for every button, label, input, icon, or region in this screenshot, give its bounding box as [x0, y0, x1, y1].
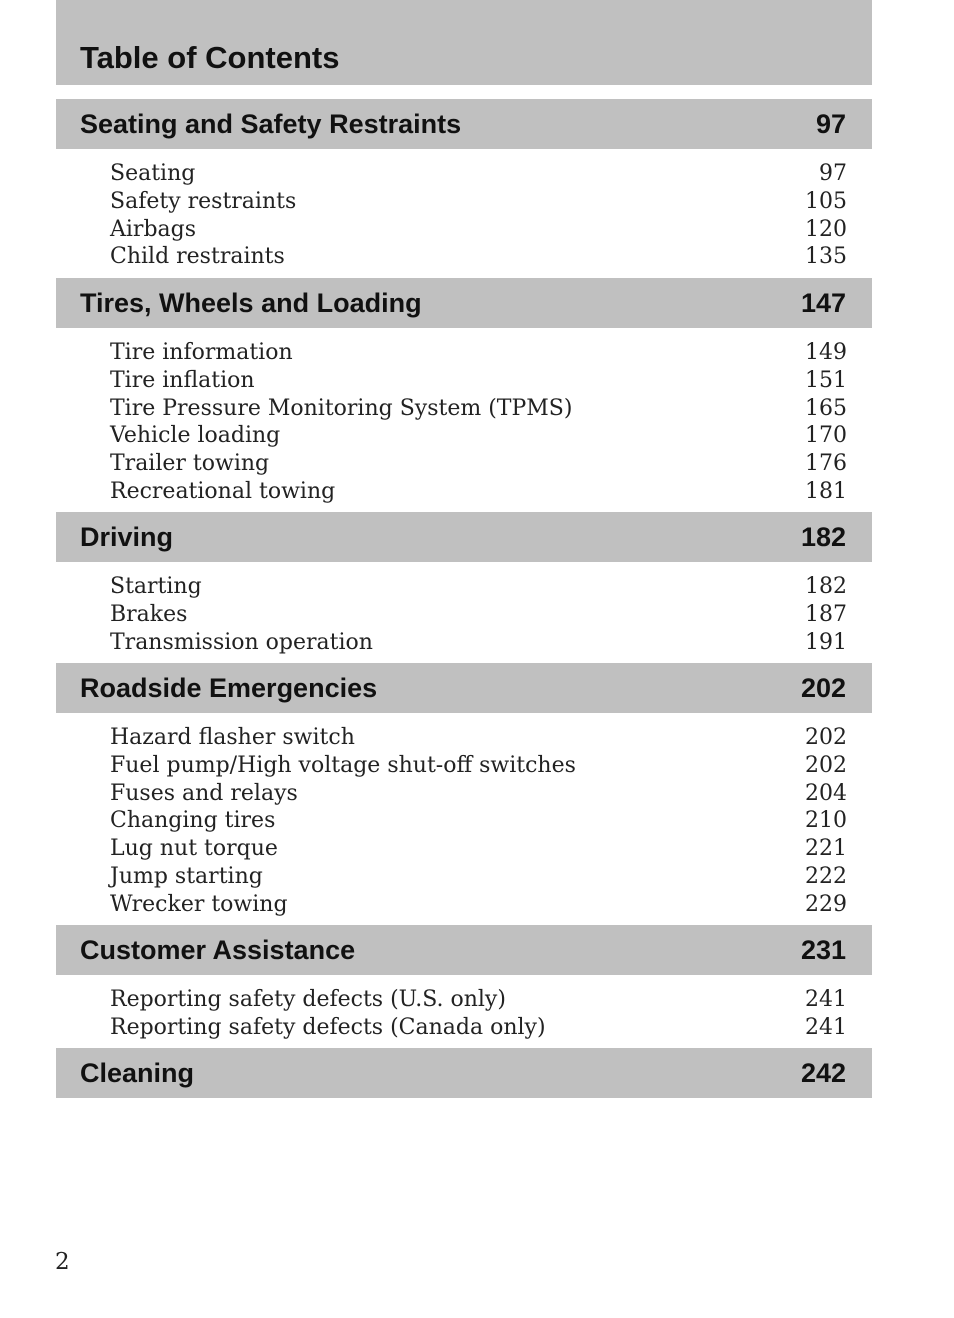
- section-title[interactable]: Tires, Wheels and Loading: [80, 288, 422, 318]
- entry-label[interactable]: Airbags: [110, 216, 197, 242]
- entry-page: 221: [805, 836, 847, 862]
- toc-entry[interactable]: [110, 160, 847, 188]
- entry-page: 135: [805, 244, 847, 270]
- entry-label[interactable]: Child restraints: [110, 244, 285, 270]
- toc-entry[interactable]: [110, 422, 847, 450]
- toc-entry[interactable]: [110, 450, 847, 478]
- page-number: 2: [55, 1249, 70, 1275]
- entry-page: 187: [805, 601, 847, 627]
- entry-label[interactable]: Starting: [110, 574, 202, 599]
- section-header-tires[interactable]: [56, 278, 872, 328]
- entry-page: 105: [805, 188, 847, 214]
- section-page: 202: [800, 673, 846, 703]
- section-page: 231: [800, 935, 846, 965]
- entry-label[interactable]: Jump starting: [110, 863, 263, 889]
- entry-page: 97: [819, 161, 847, 186]
- entry-label[interactable]: Transmission operation: [110, 629, 373, 655]
- toc-entry[interactable]: [110, 573, 847, 601]
- entry-page: 191: [805, 629, 847, 655]
- toc-entry[interactable]: [110, 780, 847, 808]
- section-title[interactable]: Cleaning: [80, 1058, 195, 1088]
- entry-page: 170: [805, 423, 847, 449]
- entry-page: 210: [805, 808, 847, 834]
- entry-label[interactable]: Fuel pump/High voltage shut-off switches: [110, 752, 576, 778]
- entry-label[interactable]: Wrecker towing: [110, 891, 288, 917]
- entry-page: 229: [805, 891, 847, 917]
- entry-page: 176: [805, 451, 847, 477]
- entry-label[interactable]: Fuses and relays: [110, 780, 298, 806]
- toc-entry[interactable]: [110, 243, 847, 271]
- entry-page: 165: [805, 395, 847, 421]
- section-page: 242: [800, 1058, 846, 1088]
- entry-page: 181: [805, 478, 847, 504]
- toc-entry[interactable]: [110, 752, 847, 780]
- toc-entry[interactable]: [110, 1014, 847, 1042]
- section-header-cleaning[interactable]: [56, 1048, 872, 1098]
- entry-page: 202: [805, 725, 847, 750]
- entry-page: 182: [805, 574, 847, 599]
- entry-label[interactable]: Trailer towing: [110, 451, 270, 477]
- entry-label[interactable]: Reporting safety defects (Canada only): [110, 1014, 546, 1040]
- toc-entry[interactable]: [110, 724, 847, 752]
- section-title[interactable]: Driving: [80, 522, 174, 552]
- toc-entry[interactable]: [110, 891, 847, 919]
- entry-list-tires: [110, 339, 847, 506]
- section-header-seating[interactable]: [56, 99, 872, 149]
- entry-label[interactable]: Recreational towing: [110, 478, 336, 504]
- entry-list-seating: [110, 160, 847, 271]
- entry-label[interactable]: Reporting safety defects (U.S. only): [110, 987, 506, 1012]
- entry-page: 149: [805, 340, 847, 365]
- entry-label[interactable]: Changing tires: [110, 808, 276, 834]
- entry-page: 202: [805, 752, 847, 778]
- toc-entry[interactable]: [110, 367, 847, 395]
- toc-entry[interactable]: [110, 478, 847, 506]
- entry-list-roadside: [110, 724, 847, 919]
- entry-page: 204: [805, 780, 847, 806]
- toc-entry[interactable]: [110, 601, 847, 629]
- entry-list-customer-assistance: [110, 986, 847, 1042]
- section-page: 147: [800, 288, 846, 318]
- section-title[interactable]: Seating and Safety Restraints: [80, 109, 462, 139]
- entry-page: 241: [805, 1014, 847, 1040]
- section-header-customer-assistance[interactable]: [56, 925, 872, 975]
- entry-page: 151: [805, 367, 847, 393]
- entry-label[interactable]: Tire Pressure Monitoring System (TPMS): [110, 395, 573, 421]
- entry-page: 120: [805, 216, 847, 242]
- toc-entry[interactable]: [110, 863, 847, 891]
- entry-label[interactable]: Vehicle loading: [110, 423, 281, 449]
- toc-entry[interactable]: [110, 629, 847, 657]
- toc-entry[interactable]: [110, 395, 847, 423]
- section-title[interactable]: Customer Assistance: [80, 935, 356, 965]
- section-title[interactable]: Roadside Emergencies: [80, 673, 378, 703]
- section-page: 97: [815, 109, 846, 139]
- title-banner: [56, 0, 872, 85]
- toc-entry[interactable]: [110, 339, 847, 367]
- entry-label[interactable]: Tire inflation: [110, 367, 255, 393]
- section-page: 182: [800, 522, 846, 552]
- entry-list-driving: [110, 573, 847, 656]
- entry-label[interactable]: Brakes: [110, 601, 188, 627]
- toc-entry[interactable]: [110, 986, 847, 1014]
- toc-entry[interactable]: [110, 835, 847, 863]
- page-title: Table of Contents: [80, 40, 340, 75]
- toc-entry[interactable]: [110, 188, 847, 216]
- entry-label[interactable]: Lug nut torque: [110, 836, 278, 862]
- section-header-roadside[interactable]: [56, 663, 872, 713]
- entry-label[interactable]: Seating: [110, 161, 196, 186]
- section-header-driving[interactable]: [56, 512, 872, 562]
- entry-page: 222: [805, 863, 847, 889]
- toc-entry[interactable]: [110, 216, 847, 244]
- entry-label[interactable]: Hazard flasher switch: [110, 725, 355, 750]
- entry-label[interactable]: Tire information: [110, 340, 293, 365]
- entry-label[interactable]: Safety restraints: [110, 188, 297, 214]
- toc-entry[interactable]: [110, 807, 847, 835]
- entry-page: 241: [805, 987, 847, 1012]
